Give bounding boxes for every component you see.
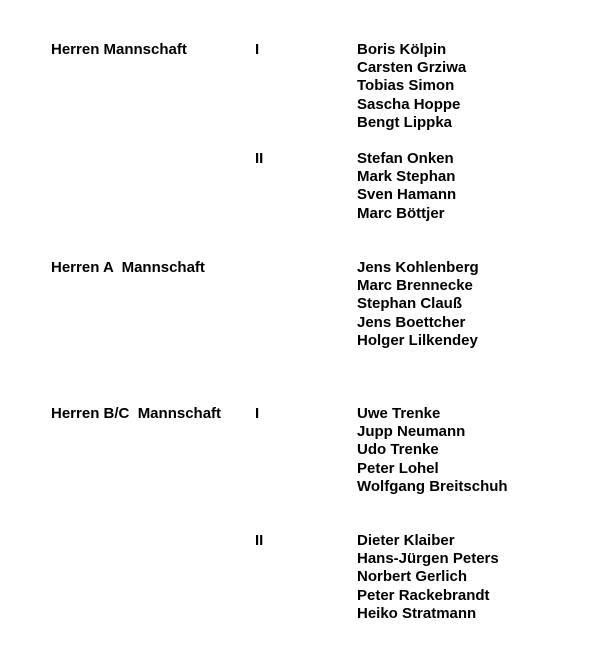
player-name: Tobias Simon	[357, 77, 455, 95]
group-label: I	[255, 405, 260, 422]
player-list	[357, 259, 479, 350]
player-name: Marc Böttjer	[357, 204, 445, 222]
player-name: Jens Kohlenberg	[357, 259, 479, 276]
player-name: Sascha Hoppe	[357, 95, 461, 113]
player-name: Boris Kölpin	[357, 41, 447, 58]
player-name: Norbert Gerlich	[357, 568, 468, 586]
player-list	[357, 405, 508, 496]
player-name: Heiko Stratmann	[357, 604, 477, 622]
player-name: Peter Rackebrandt	[357, 586, 490, 604]
player-list	[357, 41, 466, 132]
player-name: Sven Hamann	[357, 186, 457, 204]
player-name: Mark Stephan	[357, 168, 456, 186]
player-name: Stephan Clauß	[357, 295, 463, 313]
player-name: Holger Lilkendey	[357, 331, 478, 349]
player-list	[357, 532, 499, 623]
player-name: Jupp Neumann	[357, 423, 466, 441]
player-name: Peter Lohel	[357, 459, 439, 477]
player-name: Hans-Jürgen Peters	[357, 550, 499, 568]
player-name: Udo Trenke	[357, 441, 439, 459]
group-label: II	[255, 150, 264, 167]
player-name: Bengt Lippka	[357, 113, 453, 131]
player-name: Wolfgang Breitschuh	[357, 477, 508, 495]
group-label: II	[255, 532, 264, 549]
team-name: Herren A Mannschaft	[51, 259, 205, 276]
player-list	[357, 150, 456, 223]
player-name: Jens Boettcher	[357, 313, 466, 331]
team-name: Herren B/C Mannschaft	[51, 405, 222, 422]
player-name: Stefan Onken	[357, 150, 454, 167]
player-name: Dieter Klaiber	[357, 532, 455, 549]
player-name: Marc Brennecke	[357, 277, 473, 295]
player-name: Uwe Trenke	[357, 405, 441, 422]
team-name: Herren Mannschaft	[51, 41, 187, 58]
group-label: I	[255, 41, 260, 58]
player-name: Carsten Grziwa	[357, 59, 467, 77]
